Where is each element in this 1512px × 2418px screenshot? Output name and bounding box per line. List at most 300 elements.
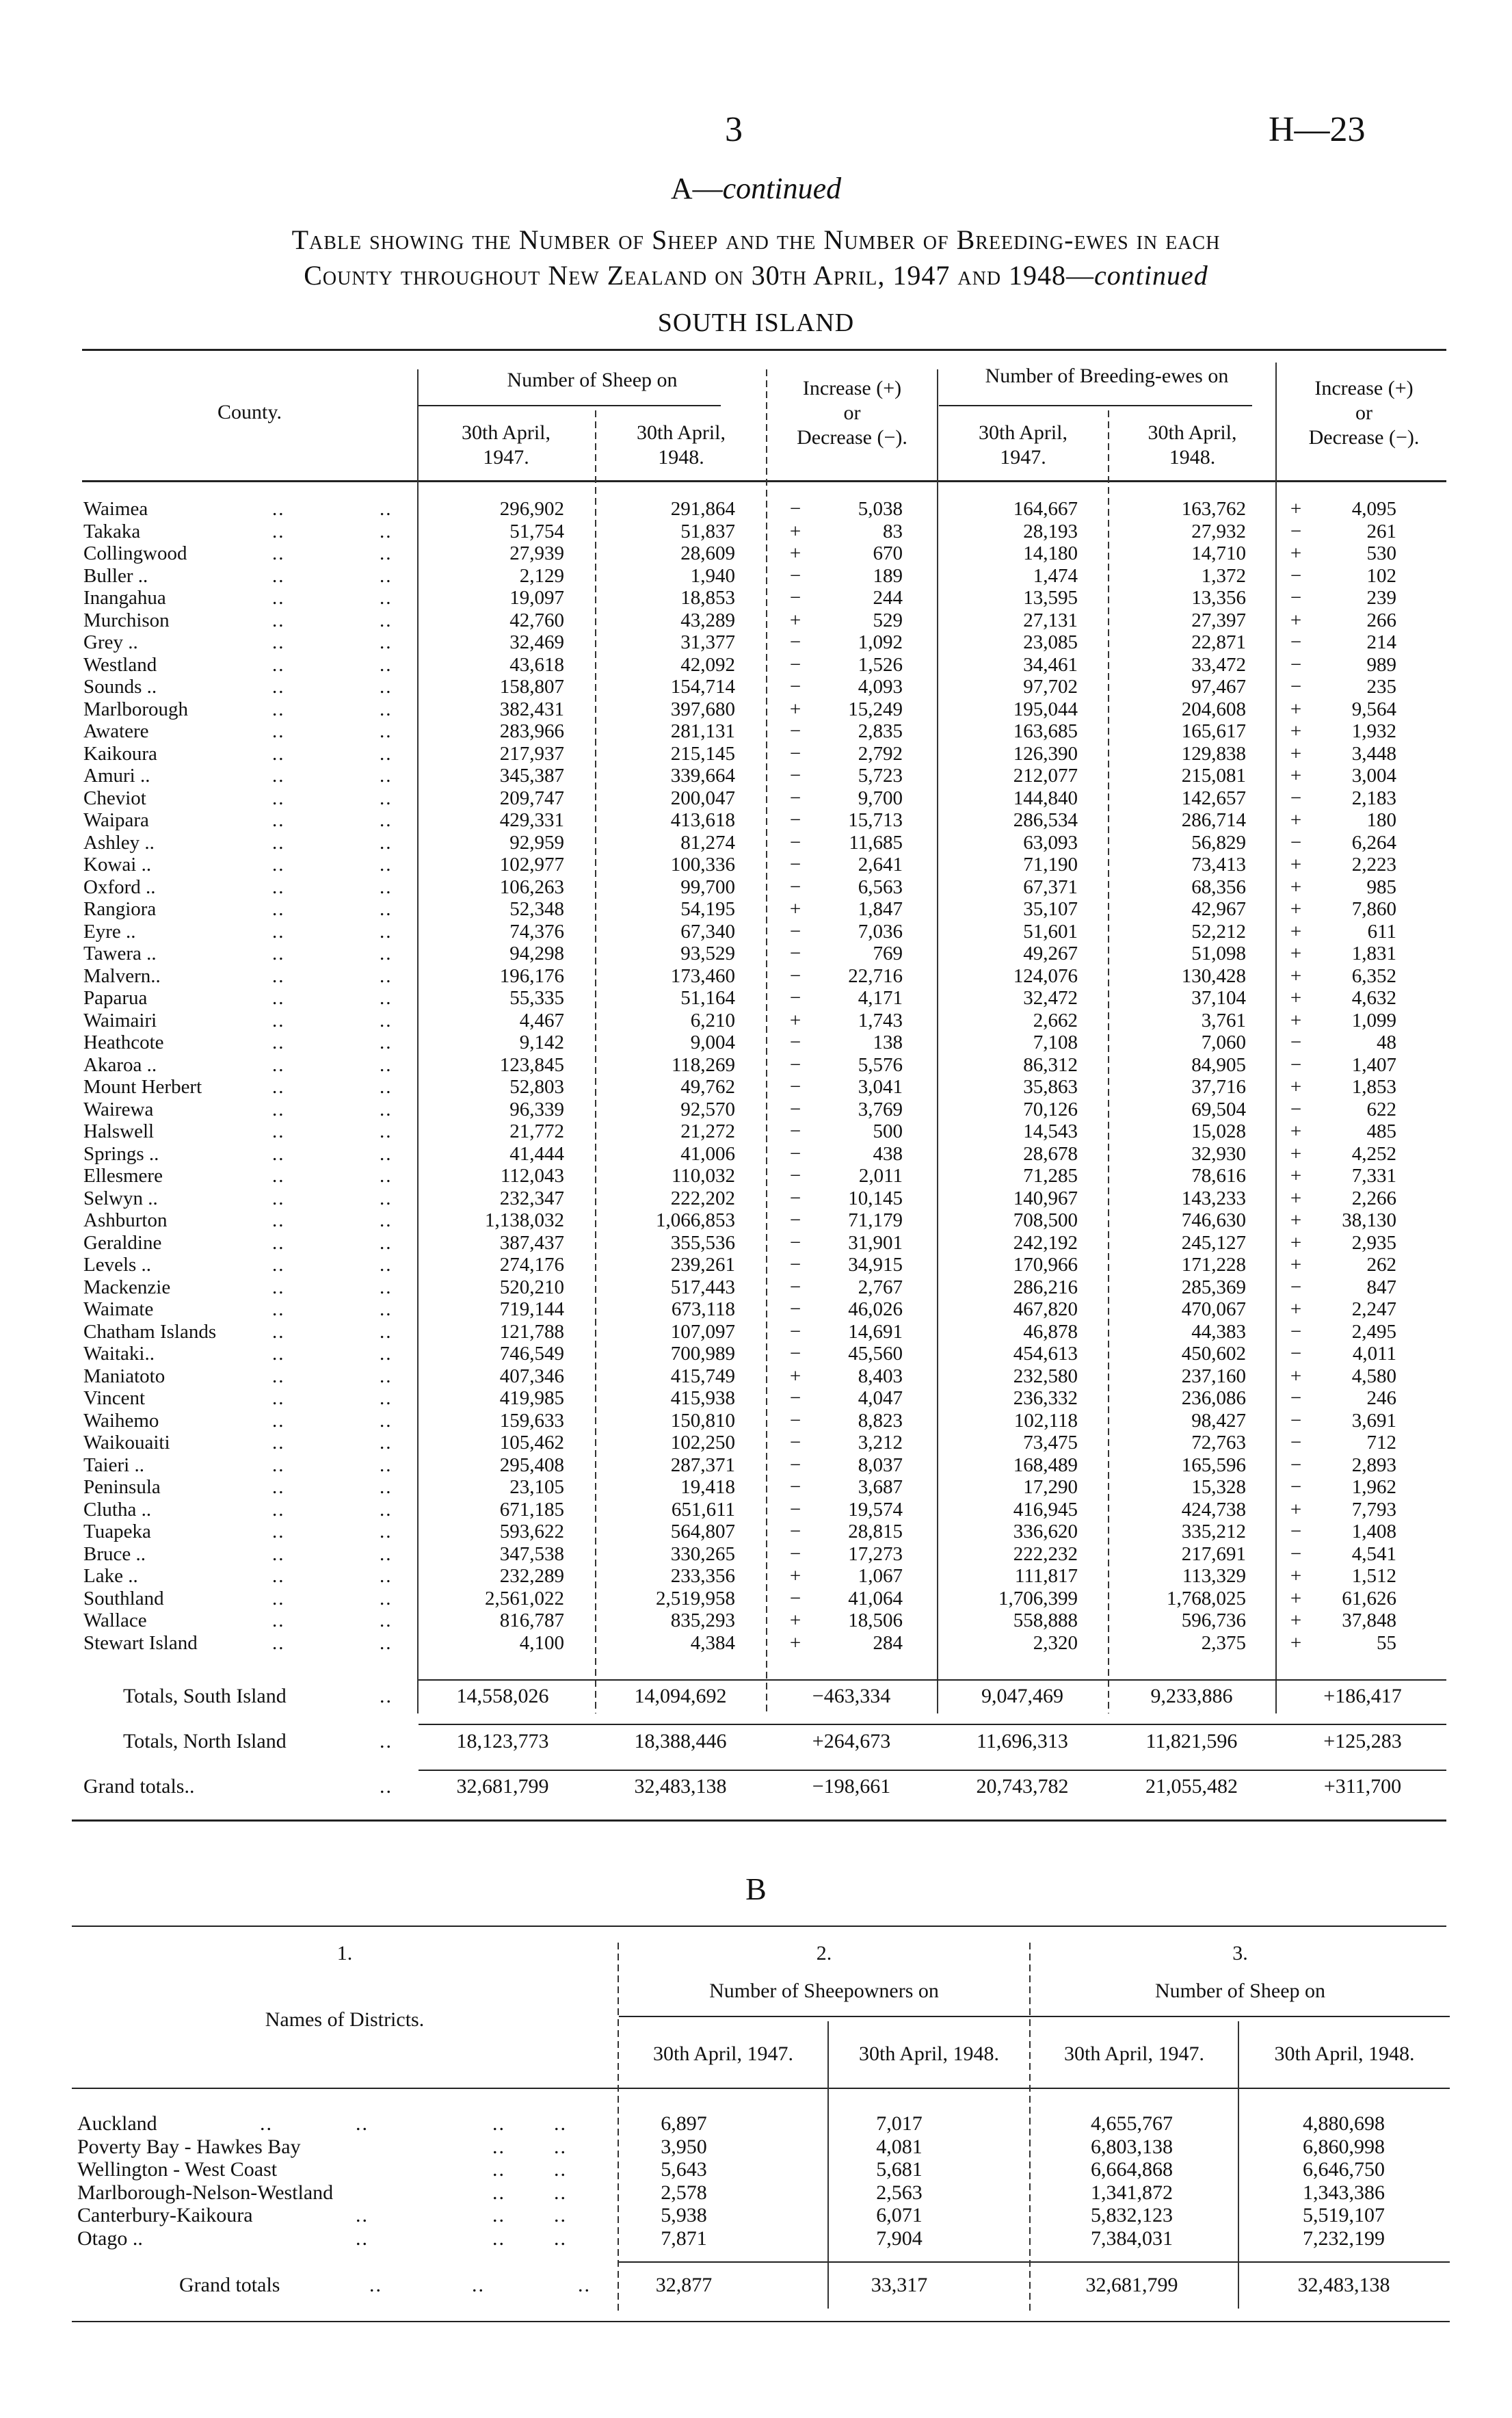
ewes-1948: 165,596 — [1181, 1454, 1246, 1476]
sheep-1948: 31,377 — [680, 631, 735, 653]
county-row — [0, 1254, 1512, 1276]
sheep-change: 8,403 — [858, 1365, 903, 1387]
ewes-1948: 113,329 — [1182, 1565, 1246, 1587]
dots: .. — [472, 2274, 485, 2296]
sheep-change-sign: − — [789, 1276, 801, 1298]
district-name: Auckland — [77, 2112, 157, 2135]
sheep-1947: 21,772 — [509, 1120, 564, 1142]
ewes-change: 7,331 — [1351, 1165, 1396, 1187]
sheep-1948: 564,807 — [670, 1521, 735, 1542]
dots: .. — [272, 1565, 285, 1587]
ewes-change: 1,831 — [1351, 943, 1396, 964]
ewes-1947: 222,232 — [1013, 1542, 1078, 1565]
totals-ewes-1947: 11,696,313 — [977, 1730, 1068, 1752]
dots: .. — [492, 2226, 505, 2250]
dots: .. — [272, 787, 285, 809]
sheep-1948: 330,265 — [670, 1542, 735, 1565]
dots: .. — [380, 876, 393, 898]
sheep-1947: 1,138,032 — [485, 1209, 564, 1231]
sheep-change-sign: − — [789, 809, 801, 831]
dots: .. — [380, 943, 393, 964]
sheep-change-sign: − — [789, 1142, 801, 1165]
totals-ewes-1948: 9,233,886 — [1150, 1685, 1233, 1707]
county-name: Grey .. — [83, 631, 138, 653]
dots: .. — [356, 2112, 369, 2135]
sheep-change: 4,093 — [858, 676, 903, 698]
table-title — [41, 222, 1471, 293]
sheep-change-sign: − — [789, 987, 801, 1009]
totals-label: Grand totals.. — [83, 1775, 195, 1798]
ewes-1948: 37,104 — [1191, 987, 1246, 1009]
ewes-change: 235 — [1366, 676, 1396, 698]
dots: .. — [272, 1254, 285, 1276]
ewes-change-sign: + — [1290, 920, 1302, 943]
header-b-sheep-1948: 30th April, 1948. — [1274, 2042, 1415, 2065]
sheep-change: 14,691 — [848, 1320, 903, 1343]
county-row — [0, 1120, 1512, 1143]
header-ewes-change-line2: or — [1355, 402, 1372, 424]
county-row — [0, 1588, 1512, 1610]
sheep-change-sign: − — [789, 920, 801, 943]
ewes-1947: 2,320 — [1033, 1631, 1078, 1654]
sheep-change: 3,687 — [858, 1476, 903, 1498]
ewes-change-sign: − — [1290, 1387, 1302, 1409]
sheep-change-sign: − — [789, 1053, 801, 1076]
sheep-change: 1,526 — [858, 653, 903, 676]
sheep-1947: 387,437 — [499, 1231, 564, 1254]
totals-sheep-1947: 18,123,773 — [456, 1730, 549, 1752]
dots: .. — [272, 1031, 285, 1053]
county-name: Peninsula — [83, 1476, 161, 1498]
district-sheep-1948: 4,880,698 — [1303, 2112, 1385, 2135]
totals-ewes-change: +125,283 — [1323, 1730, 1402, 1752]
sheep-change-sign: + — [789, 1365, 801, 1387]
ewes-change: 1,932 — [1351, 720, 1396, 742]
ewes-1947: 336,620 — [1013, 1521, 1078, 1542]
ewes-change-sign: + — [1290, 698, 1302, 720]
dots: .. — [272, 1165, 285, 1187]
ewes-1948: 335,212 — [1181, 1521, 1246, 1542]
ewes-change: 61,626 — [1342, 1587, 1396, 1609]
county-name: Inangahua — [83, 587, 166, 609]
ewes-change-sign: + — [1290, 765, 1302, 787]
sheep-1947: 593,622 — [499, 1521, 564, 1542]
header-b-sheep: Number of Sheep on — [1154, 1980, 1326, 2002]
dots: .. — [272, 765, 285, 787]
county-name: Eyre .. — [83, 920, 136, 943]
sheep-1948: 415,938 — [670, 1387, 735, 1409]
owners-1948: 5,681 — [876, 2158, 923, 2181]
sheep-change-sign: − — [789, 1587, 801, 1609]
ewes-change-sign: + — [1290, 1076, 1302, 1098]
dots: .. — [380, 1320, 393, 1343]
dots: .. — [356, 2226, 369, 2250]
dots: .. — [272, 831, 285, 854]
sheep-1947: 2,129 — [519, 564, 564, 587]
sheep-change-sign: + — [789, 609, 801, 631]
sheep-change-sign: − — [789, 765, 801, 787]
ewes-1947: 212,077 — [1013, 765, 1078, 787]
ewes-change: 622 — [1366, 1098, 1396, 1120]
ewes-change: 6,264 — [1351, 831, 1396, 854]
sheep-change: 6,563 — [858, 876, 903, 898]
county-row — [0, 1565, 1512, 1588]
ewes-change: 985 — [1366, 876, 1396, 898]
dots: .. — [272, 631, 285, 653]
sheep-change: 4,171 — [858, 987, 903, 1009]
sheep-1948: 1,066,853 — [656, 1209, 735, 1231]
ewes-change-sign: + — [1290, 1365, 1302, 1387]
sheep-1948: 107,097 — [670, 1320, 735, 1343]
sheep-change: 5,723 — [858, 765, 903, 787]
table-a-top-rule — [82, 349, 1446, 351]
ewes-change: 1,962 — [1351, 1476, 1396, 1498]
county-name: Selwyn .. — [83, 1187, 158, 1209]
owners-1947: 6,897 — [661, 2112, 707, 2135]
ewes-1948: 7,060 — [1201, 1031, 1246, 1053]
dots: .. — [380, 1343, 393, 1365]
county-row — [0, 1365, 1512, 1388]
ewes-group-rule — [939, 405, 1252, 406]
ewes-change-sign: + — [1290, 809, 1302, 831]
grand-total-sheep-1947: 32,681,799 — [1085, 2274, 1178, 2296]
county-row — [0, 765, 1512, 787]
ewes-change: 214 — [1366, 631, 1396, 653]
sheep-1948: 67,340 — [680, 920, 735, 943]
dots: .. — [380, 1298, 393, 1320]
ewes-1947: 454,613 — [1013, 1343, 1078, 1365]
ewes-1947: 35,863 — [1023, 1076, 1078, 1098]
sheep-1947: 816,787 — [499, 1609, 564, 1631]
sheep-1947: 347,538 — [499, 1542, 564, 1565]
county-name: Waipara — [83, 809, 149, 831]
ewes-change-sign: + — [1290, 1120, 1302, 1142]
totals-ewes-1948: 11,821,596 — [1145, 1730, 1238, 1752]
sheep-change-sign: − — [789, 498, 801, 520]
ewes-1947: 286,534 — [1013, 809, 1078, 831]
county-row — [0, 521, 1512, 543]
sheep-1948: 1,940 — [690, 564, 735, 587]
owners-1947: 3,950 — [661, 2135, 707, 2158]
sheep-1948: 43,289 — [680, 609, 735, 631]
ewes-change: 7,793 — [1351, 1498, 1396, 1521]
ewes-change-sign: − — [1290, 676, 1302, 698]
ewes-change-sign: − — [1290, 1276, 1302, 1298]
county-row — [0, 1099, 1512, 1121]
header-b-districts: Names of Districts. — [265, 2008, 425, 2031]
dots: .. — [272, 742, 285, 765]
county-row — [0, 1076, 1512, 1099]
ewes-1947: 7,108 — [1033, 1031, 1078, 1053]
county-row — [0, 1632, 1512, 1655]
county-row — [0, 654, 1512, 676]
sheep-1947: 520,210 — [499, 1276, 564, 1298]
ewes-change: 6,352 — [1351, 964, 1396, 987]
owners-1948: 7,017 — [876, 2112, 923, 2135]
ewes-1948: 22,871 — [1191, 631, 1246, 653]
ewes-change: 2,223 — [1351, 854, 1396, 876]
sheep-1948: 835,293 — [670, 1609, 735, 1631]
ewes-1948: 217,691 — [1181, 1542, 1246, 1565]
dots: .. — [380, 831, 393, 854]
county-row — [0, 1432, 1512, 1454]
dots: .. — [272, 943, 285, 964]
ewes-1948: 69,504 — [1191, 1098, 1246, 1120]
ewes-1948: 3,761 — [1201, 1009, 1246, 1031]
dots: .. — [492, 2112, 505, 2135]
ewes-1948: 14,710 — [1191, 542, 1246, 564]
county-row — [0, 1298, 1512, 1321]
ewes-change-sign: + — [1290, 498, 1302, 520]
sheep-1948: 200,047 — [670, 787, 735, 809]
ewes-change: 485 — [1366, 1120, 1396, 1142]
district-sheep-1948: 7,232,199 — [1303, 2226, 1385, 2250]
header-sheep-change-line2: or — [843, 402, 861, 424]
county-name: Kaikoura — [83, 742, 157, 765]
ewes-1948: 143,233 — [1181, 1187, 1246, 1209]
sheep-1947: 209,747 — [499, 787, 564, 809]
sheep-change: 2,792 — [858, 742, 903, 765]
ewes-change: 261 — [1366, 520, 1396, 542]
county-row — [0, 743, 1512, 765]
sheep-1947: 419,985 — [499, 1387, 564, 1409]
totals-sheep-1948: 18,388,446 — [634, 1730, 727, 1752]
ewes-change-sign: + — [1290, 609, 1302, 631]
sheep-1947: 158,807 — [499, 676, 564, 698]
district-name: Otago .. — [77, 2226, 143, 2250]
header-sheep-1947 — [419, 421, 594, 470]
sheep-1948: 173,460 — [670, 964, 735, 987]
sheep-1947: 27,939 — [509, 542, 564, 564]
dots: .. — [272, 676, 285, 698]
ewes-1947: 102,118 — [1013, 1409, 1078, 1432]
ewes-change: 611 — [1367, 920, 1396, 943]
sheep-change: 138 — [873, 1031, 903, 1053]
sheep-1948: 110,032 — [671, 1165, 735, 1187]
ewes-change-sign: − — [1290, 520, 1302, 542]
sheep-1948: 81,274 — [680, 831, 735, 854]
county-row — [0, 1209, 1512, 1232]
county-name: Ashburton — [83, 1209, 168, 1231]
sheep-change: 189 — [873, 564, 903, 587]
sheep-1948: 21,272 — [680, 1120, 735, 1142]
ewes-change: 55 — [1377, 1631, 1396, 1654]
section-a-heading-italic: continued — [722, 172, 842, 205]
section-b-heading: B — [745, 1871, 767, 1906]
sheep-1948: 42,092 — [680, 653, 735, 676]
dots: .. — [272, 1142, 285, 1165]
ewes-change-sign: − — [1290, 1031, 1302, 1053]
page-number: 3 — [725, 110, 743, 149]
ewes-change: 7,860 — [1351, 898, 1396, 920]
sheep-1948: 150,810 — [670, 1409, 735, 1432]
sheep-change: 5,576 — [858, 1053, 903, 1076]
county-name: Ellesmere — [83, 1165, 163, 1187]
ewes-change-sign: + — [1290, 542, 1302, 564]
sheep-1947: 74,376 — [509, 920, 564, 943]
header-b-owners-1948: 30th April, 1948. — [858, 2042, 999, 2065]
sheep-change-sign: − — [789, 1498, 801, 1521]
sheep-1948: 517,443 — [670, 1276, 735, 1298]
sheep-change: 15,249 — [848, 698, 903, 720]
ewes-change-sign: + — [1290, 1209, 1302, 1231]
sheep-1947: 96,339 — [509, 1098, 564, 1120]
sheep-1948: 281,131 — [670, 720, 735, 742]
dots: .. — [272, 1053, 285, 1076]
dots: .. — [272, 1365, 285, 1387]
ewes-1947: 126,390 — [1013, 742, 1078, 765]
sheep-1948: 2,519,958 — [656, 1587, 735, 1609]
ewes-change: 2,893 — [1351, 1454, 1396, 1476]
county-row — [0, 943, 1512, 965]
sheep-change: 769 — [873, 943, 903, 964]
totals-ewes-1947: 20,743,782 — [976, 1775, 1069, 1798]
sheep-change-sign: + — [789, 1609, 801, 1631]
county-name: Maniatoto — [83, 1365, 165, 1387]
ewes-1948: 32,930 — [1191, 1142, 1246, 1165]
sheep-change-sign: − — [789, 587, 801, 609]
county-row — [0, 876, 1512, 899]
dots: .. — [380, 542, 393, 564]
sheep-1948: 397,680 — [670, 698, 735, 720]
ewes-1948: 450,602 — [1181, 1343, 1246, 1365]
county-name: Paparua — [83, 987, 148, 1009]
header-b-owners-1947: 30th April, 1947. — [652, 2042, 793, 2065]
dots: .. — [492, 2158, 505, 2181]
sheep-change-sign: − — [789, 831, 801, 854]
owners-1948: 7,904 — [876, 2226, 923, 2250]
county-row — [0, 854, 1512, 876]
totals-sheep-change: −463,334 — [812, 1685, 891, 1707]
sheep-1947: 429,331 — [499, 809, 564, 831]
sheep-change-sign: − — [789, 1387, 801, 1409]
county-row — [0, 1187, 1512, 1210]
ewes-1947: 13,595 — [1023, 587, 1078, 609]
sheep-change: 2,641 — [858, 854, 903, 876]
dots: .. — [380, 1053, 393, 1076]
district-row — [0, 2158, 1512, 2181]
ewes-1948: 44,383 — [1191, 1320, 1246, 1343]
dots: .. — [380, 964, 393, 987]
sheep-1948: 9,004 — [690, 1031, 735, 1053]
sheep-1948: 28,609 — [680, 542, 735, 564]
ewes-1948: 1,372 — [1201, 564, 1246, 587]
dots: .. — [272, 1120, 285, 1142]
dots: .. — [380, 809, 393, 831]
county-name: Waimate — [83, 1298, 154, 1320]
sheep-1947: 19,097 — [509, 587, 564, 609]
header-b-sheep-1947: 30th April, 1947. — [1063, 2042, 1204, 2065]
district-sheep-1947: 1,341,872 — [1091, 2181, 1173, 2204]
ewes-change: 266 — [1366, 609, 1396, 631]
ewes-change: 2,266 — [1351, 1187, 1396, 1209]
dots: .. — [356, 2204, 369, 2226]
sheep-1947: 283,966 — [499, 720, 564, 742]
ewes-1947: 170,966 — [1013, 1254, 1078, 1276]
ewes-1948: 237,160 — [1181, 1365, 1246, 1387]
sheep-1947: 55,335 — [509, 987, 564, 1009]
sheep-1948: 291,864 — [670, 498, 735, 520]
sheep-1948: 239,261 — [670, 1254, 735, 1276]
sheep-1948: 118,269 — [671, 1053, 735, 1076]
ewes-1947: 67,371 — [1023, 876, 1078, 898]
county-name: Akaroa .. — [83, 1053, 157, 1076]
county-row — [0, 921, 1512, 943]
ewes-1947: 195,044 — [1013, 698, 1078, 720]
header-ewes-group: Number of Breeding-ewes on — [985, 365, 1229, 387]
dots: .. — [380, 676, 393, 698]
sheep-change: 3,212 — [858, 1432, 903, 1454]
sheep-1947: 274,176 — [499, 1254, 564, 1276]
dots: .. — [272, 720, 285, 742]
sheep-change: 8,037 — [858, 1454, 903, 1476]
ewes-1947: 73,475 — [1023, 1432, 1078, 1454]
county-name: Amuri .. — [83, 765, 150, 787]
sheep-1948: 355,536 — [670, 1231, 735, 1254]
ewes-1947: 111,817 — [1014, 1565, 1078, 1587]
ewes-1948: 2,375 — [1201, 1631, 1246, 1654]
ewes-change: 4,252 — [1351, 1142, 1396, 1165]
ewes-1947: 124,076 — [1013, 964, 1078, 987]
county-name: Rangiora — [83, 898, 157, 920]
county-row — [0, 1031, 1512, 1054]
sheep-change: 2,767 — [858, 1276, 903, 1298]
county-name: Heathcote — [83, 1031, 164, 1053]
sheep-1947: 92,959 — [509, 831, 564, 854]
county-row — [0, 1165, 1512, 1187]
district-sheep-1948: 6,860,998 — [1303, 2135, 1385, 2158]
dots: .. — [272, 1498, 285, 1521]
ewes-change-sign: + — [1290, 1142, 1302, 1165]
header-ewes-1947-line2: 1947. — [1000, 446, 1046, 469]
ewes-change: 246 — [1366, 1387, 1396, 1409]
ewes-1948: 236,086 — [1181, 1387, 1246, 1409]
ewes-1947: 558,888 — [1013, 1609, 1078, 1631]
table-title-line2 — [41, 258, 1471, 293]
ewes-change-sign: + — [1290, 854, 1302, 876]
ewes-change-sign: − — [1290, 631, 1302, 653]
totals-ewes-1947: 9,047,469 — [981, 1685, 1063, 1707]
header-ewes-change-line1: Increase (+) — [1314, 377, 1414, 399]
dots: .. — [554, 2181, 567, 2204]
sheep-1947: 123,845 — [499, 1053, 564, 1076]
county-name: Malvern.. — [83, 964, 161, 987]
dots: .. — [272, 587, 285, 609]
ewes-change-sign: − — [1290, 1409, 1302, 1432]
ewes-1948: 204,608 — [1181, 698, 1246, 720]
ewes-change-sign: + — [1290, 1187, 1302, 1209]
county-name: Awatere — [83, 720, 149, 742]
county-name: Waimairi — [83, 1009, 157, 1031]
sheep-1947: 105,462 — [499, 1432, 564, 1454]
ewes-1948: 470,067 — [1181, 1298, 1246, 1320]
header-county: County. — [217, 401, 282, 423]
ewes-change: 3,691 — [1351, 1409, 1396, 1432]
sheep-change-sign: − — [789, 1320, 801, 1343]
sheep-change-sign: + — [789, 1565, 801, 1587]
sheep-1947: 94,298 — [509, 943, 564, 964]
sheep-1947: 121,788 — [499, 1320, 564, 1343]
sheep-1948: 215,145 — [670, 742, 735, 765]
district-sheep-1948: 6,646,750 — [1303, 2158, 1385, 2181]
sheep-1947: 52,803 — [509, 1076, 564, 1098]
ewes-change: 1,408 — [1351, 1521, 1396, 1542]
dots: .. — [272, 1187, 285, 1209]
header-sheep-1947-line1: 30th April, — [461, 421, 551, 444]
sheep-1947: 232,289 — [499, 1565, 564, 1587]
sheep-change-sign: + — [789, 1631, 801, 1654]
ewes-1947: 168,489 — [1013, 1454, 1078, 1476]
